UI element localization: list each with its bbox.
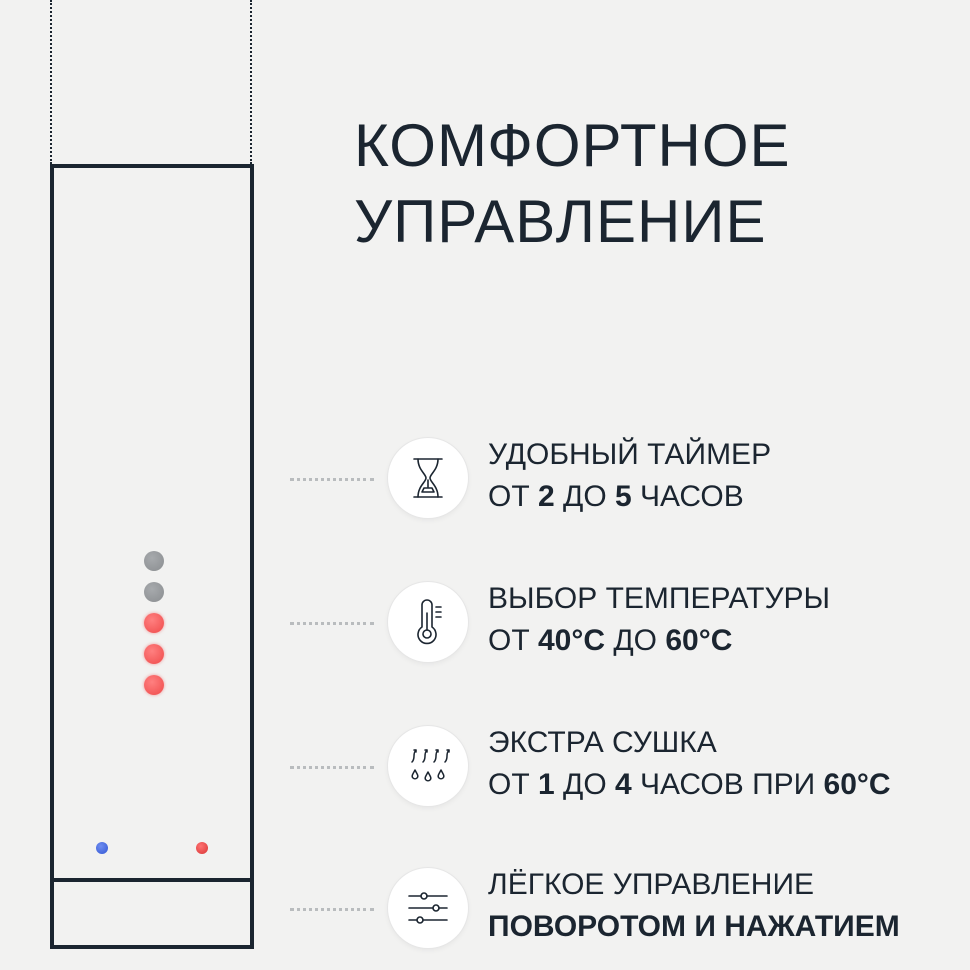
feature-detail-bold: 4 — [615, 768, 632, 801]
led-indicator-1 — [144, 551, 164, 571]
dotted-leader — [290, 766, 374, 769]
feature-detail — [488, 620, 830, 662]
feature-detail-bold: 40°C — [538, 624, 606, 657]
dotted-guide-left — [50, 0, 52, 164]
dotted-leader — [290, 908, 374, 911]
led-indicator-4 — [144, 644, 164, 664]
title-line-2: УПРАВЛЕНИЕ — [354, 188, 767, 255]
dotted-leader — [290, 622, 374, 625]
feature-timer — [290, 438, 960, 528]
feature-icon-circle — [388, 868, 468, 948]
feature-text — [488, 864, 900, 948]
feature-text — [488, 722, 891, 806]
title-line-1: КОМФОРТНОЕ — [354, 112, 791, 179]
red-indicator-dot — [196, 842, 208, 854]
feature-icon-circle — [388, 438, 468, 518]
feature-title: ВЫБОР ТЕМПЕРАТУРЫ — [488, 582, 831, 615]
feature-text — [488, 434, 771, 518]
feature-detail-text: ДО — [554, 480, 616, 513]
feature-detail-text: ДО — [554, 768, 616, 801]
feature-detail-text: ЧАСОВ ПРИ — [631, 768, 824, 801]
feature-easy-control — [290, 868, 960, 958]
feature-detail-bold: 60°C — [823, 768, 891, 801]
led-indicator-5 — [144, 675, 164, 695]
feature-detail-text: ЧАСОВ — [631, 480, 744, 513]
device-divider — [54, 878, 250, 882]
device-panel — [50, 164, 254, 949]
hourglass-icon — [410, 456, 446, 500]
page-title — [354, 108, 791, 260]
feature-detail-text: ОТ — [488, 768, 538, 801]
led-indicator-3 — [144, 613, 164, 633]
feature-detail — [488, 476, 771, 518]
dotted-guide-right — [250, 0, 252, 164]
feature-detail-bold: 2 — [538, 480, 555, 513]
blue-indicator-dot — [96, 842, 108, 854]
feature-title: ЭКСТРА СУШКА — [488, 726, 717, 759]
feature-detail-bold: 1 — [538, 768, 555, 801]
feature-detail — [488, 906, 900, 948]
dotted-leader — [290, 478, 374, 481]
feature-detail-bold: ПОВОРОТОМ И НАЖАТИЕМ — [488, 910, 900, 943]
feature-detail — [488, 764, 891, 806]
feature-icon-circle — [388, 582, 468, 662]
sliders-icon — [406, 890, 450, 926]
led-indicator-2 — [144, 582, 164, 602]
feature-detail-text: ОТ — [488, 480, 538, 513]
thermometer-icon — [410, 599, 446, 645]
feature-detail-text: ДО — [605, 624, 666, 657]
feature-title: ЛЁГКОЕ УПРАВЛЕНИЕ — [488, 868, 815, 901]
feature-temperature — [290, 582, 960, 672]
drying-icon — [406, 746, 450, 786]
feature-detail-text: ОТ — [488, 624, 538, 657]
feature-text — [488, 578, 830, 662]
feature-icon-circle — [388, 726, 468, 806]
feature-title: УДОБНЫЙ ТАЙМЕР — [488, 438, 772, 471]
feature-detail-bold: 5 — [615, 480, 632, 513]
feature-detail-bold: 60°C — [665, 624, 733, 657]
feature-extra-drying — [290, 726, 960, 816]
